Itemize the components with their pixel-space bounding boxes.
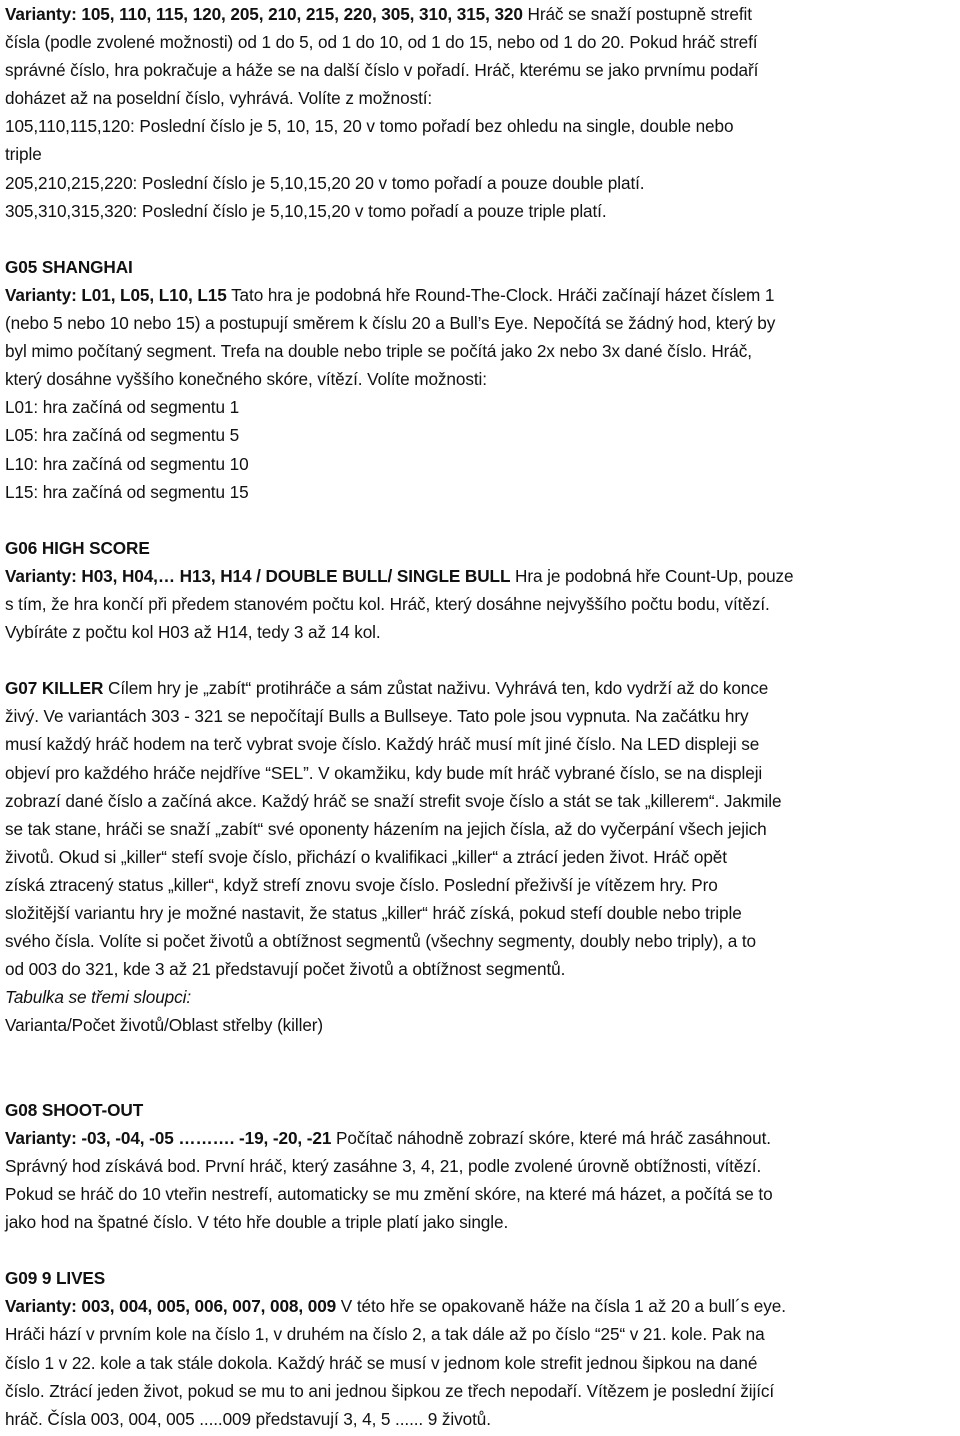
g05-variants-label: Varianty: L01, L05, L10, L15 bbox=[5, 284, 227, 305]
g05-line-3: byl mimo počítaný segment. Trefa na double nebo triple se počítá jako 2x nebo 3x dané číslo. Hráč, bbox=[5, 341, 752, 362]
intro-line-5: 105,110,115,120: Poslední číslo je 5, 10, 15, 20 v tomo pořadí bez ohledu na single, double nebo bbox=[5, 116, 734, 137]
g08-line-2: Správný hod získává bod. První hráč, který zasáhne 3, 4, 21, podle zvolené úrovně obtížnosti, vítězí. bbox=[5, 1155, 762, 1176]
g05-heading: G05 SHANGHAI bbox=[5, 256, 133, 277]
spacer bbox=[5, 1068, 956, 1096]
g09-line-3: číslo 1 v 22. kole a tak stále dokola. Každý hráč se musí v jednom kole strefit jednou šipkou na dané bbox=[5, 1352, 758, 1373]
g08-title bbox=[5, 1096, 956, 1124]
g05-line-4: který dosáhne vyššího konečného skóre, vítězí. Volíte možnosti: bbox=[5, 369, 487, 390]
g09-line-5: hráč. Čísla 003, 004, 005 .....009 představují 3, 4, 5 ...... 9 životů. bbox=[5, 1408, 491, 1429]
g05-line-1 bbox=[5, 281, 956, 309]
g07-line-2: živý. Ve variantách 303 - 321 se nepočítají Bulls a Bullseye. Tato pole jsou vypnuta. Na začátku hry bbox=[5, 706, 749, 727]
g06-title bbox=[5, 534, 956, 562]
g09-line-1-text: V této hře se opakovaně háže na čísla 1 až 20 a bull´s eye. bbox=[336, 1296, 786, 1317]
g06-heading: G06 HIGH SCORE bbox=[5, 537, 150, 558]
intro-line-1-text: Hráč se snaží postupně strefit bbox=[522, 4, 752, 24]
spacer bbox=[5, 646, 956, 674]
g05-option-l01: L01: hra začíná od segmentu 1 bbox=[5, 397, 240, 418]
g07-table-caption bbox=[5, 983, 956, 1011]
g07-heading: G07 KILLER bbox=[5, 678, 104, 699]
g07-table-columns: Varianta/Počet životů/Oblast střelby (killer) bbox=[5, 1015, 324, 1036]
g05-option-l10: L10: hra začíná od segmentu 10 bbox=[5, 453, 249, 474]
g07-line-8: získá ztracený status „killer“, když strefí znovu svoje číslo. Poslední přeživší je vítězem hry. Pro bbox=[5, 874, 718, 895]
g08-line-4: jako hod na špatné číslo. V této hře double a triple platí jako single. bbox=[5, 1212, 509, 1233]
g08-line-1-text: Počítač náhodně zobrazí skóre, které má hráč zasáhnout. bbox=[331, 1127, 771, 1148]
g08-variants-label: Varianty: -03, -04, -05 ………. -19, -20, -21 bbox=[5, 1127, 332, 1148]
g07-table-caption-text: Tabulka se třemi sloupci: bbox=[5, 987, 192, 1008]
g09-line-4: číslo. Ztrácí jeden život, pokud se mu to ani jednou šipkou ze třech nepodaří. Vítězem je poslední žijící bbox=[5, 1380, 775, 1401]
g06-line-1 bbox=[5, 562, 956, 590]
g08-line-1 bbox=[5, 1124, 956, 1152]
g06-line-1-text: Hra je podobná hře Count-Up, pouze bbox=[510, 565, 794, 586]
g09-title bbox=[5, 1264, 956, 1292]
g06-variants-label: Varianty: H03, H04,… H13, H14 / DOUBLE BULL/ SINGLE BULL bbox=[5, 565, 511, 586]
g07-line-3: musí každý hráč hodem na terč vybrat svoje číslo. Každý hráč musí mít jiné číslo. Na LED displeji se bbox=[5, 734, 760, 755]
spacer bbox=[5, 225, 956, 253]
intro-variants-label: Varianty: 105, 110, 115, 120, 205, 210, 215, 220, 305, 310, 315, 320 bbox=[5, 4, 523, 24]
g07-line-11: od 003 do 321, kde 3 až 21 představují počet životů a obtížnost segmentů. bbox=[5, 959, 566, 980]
g07-line-9: složitější variantu hry je možné nastavit, že status „killer“ hráč získá, pokud stefí double nebo triple bbox=[5, 903, 742, 923]
intro-line-1 bbox=[5, 0, 956, 28]
g09-line-1 bbox=[5, 1292, 956, 1320]
g05-option-l15: L15: hra začíná od segmentu 15 bbox=[5, 481, 249, 502]
g08-heading: G08 SHOOT-OUT bbox=[5, 1099, 144, 1120]
intro-line-7: 205,210,215,220: Poslední číslo je 5,10,15,20 20 v tomo pořadí a pouze double platí. bbox=[5, 172, 645, 193]
g07-line-5: zobrazí dané číslo a začíná akce. Každý hráč se snaží strefit svoje číslo a stát se tak „killerem“. Jakmile bbox=[5, 790, 782, 811]
g07-line-1 bbox=[5, 674, 956, 702]
intro-line-4: doházet až na poseldní číslo, vyhrává. Volíte z možností: bbox=[5, 88, 433, 109]
spacer bbox=[5, 506, 956, 534]
intro-line-8: 305,310,315,320: Poslední číslo je 5,10,15,20 v tomo pořadí a pouze triple platí. bbox=[5, 200, 607, 221]
g07-line-6: se tak stane, hráči se snaží „zabít“ své oponenty házením na jejich čísla, až do vyčerpání všech jejich bbox=[5, 818, 767, 839]
g06-line-3: Vybíráte z počtu kol H03 až H14, tedy 3 až 14 kol. bbox=[5, 622, 381, 643]
g09-heading: G09 9 LIVES bbox=[5, 1268, 106, 1289]
g07-line-7: životů. Okud si „killer“ stefí svoje číslo, přichází o kvalifikaci „killer“ a ztrácí jeden život. Hráč opět bbox=[5, 846, 727, 867]
g09-variants-label: Varianty: 003, 004, 005, 006, 007, 008, 009 bbox=[5, 1296, 337, 1317]
g05-title bbox=[5, 253, 956, 281]
intro-line-3: správné číslo, hra pokračuje a háže se na další číslo v pořadí. Hráč, kterému se jako prvnímu podaří bbox=[5, 60, 759, 81]
intro-line-6: triple bbox=[5, 144, 42, 165]
spacer bbox=[5, 1039, 956, 1067]
g07-line-10: svého čísla. Volíte si počet životů a obtížnost segmentů (všechny segmenty, doubly nebo triply), a to bbox=[5, 931, 757, 952]
g05-line-1-text: Tato hra je podobná hře Round-The-Clock. Hráči začínají házet číslem 1 bbox=[226, 284, 775, 305]
g08-line-3: Pokud se hráč do 10 vteřin nestrefí, automaticky se mu změní skóre, na které má házet, a počítá se to bbox=[5, 1183, 773, 1204]
g05-option-l05: L05: hra začíná od segmentu 5 bbox=[5, 425, 240, 446]
g07-line-4: objeví pro každého hráče nejdříve “SEL”. V okamžiku, kdy bude mít hráč vybrané číslo, se na displeji bbox=[5, 762, 763, 783]
g06-line-2: s tím, že hra končí při předem stanovém počtu kol. Hráč, který dosáhne nejvyššího počtu bodu, vítězí. bbox=[5, 593, 770, 614]
g09-line-2: Hráči hází v prvním kole na číslo 1, v druhém na číslo 2, a tak dále až po číslo “25“ v 21. kole. Pak na bbox=[5, 1324, 765, 1345]
g07-line-1-text: Cílem hry je „zabít“ protihráče a sám zůstat naživu. Vyhrává ten, kdo vydrží až do konce bbox=[103, 678, 769, 699]
g05-line-2: (nebo 5 nebo 10 nebo 15) a postupují směrem k číslu 20 a Bull’s Eye. Nepočítá se žádný hod, který by bbox=[5, 313, 776, 334]
spacer bbox=[5, 1236, 956, 1264]
intro-line-2: čísla (podle zvolené možnosti) od 1 do 5, od 1 do 10, od 1 do 15, nebo od 1 do 20. Pokud hráč strefí bbox=[5, 32, 758, 53]
